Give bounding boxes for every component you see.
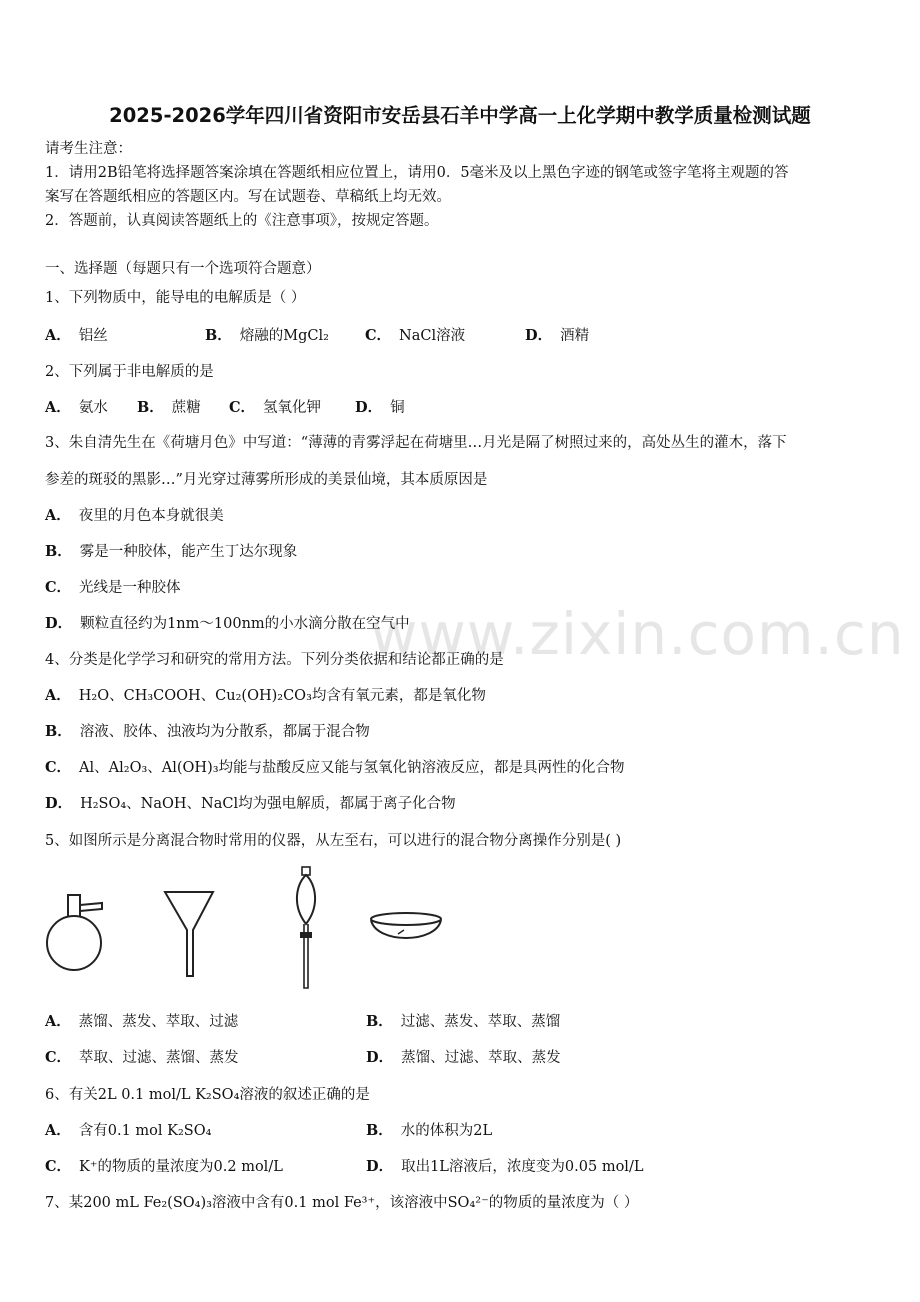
option-text: 含有0.1 mol K₂SO₄ bbox=[78, 1123, 212, 1139]
option-letter: A． bbox=[45, 1013, 71, 1030]
option-letter: B． bbox=[366, 1122, 393, 1139]
separatory-funnel-icon bbox=[288, 866, 324, 990]
option-letter: B． bbox=[45, 723, 72, 740]
q6-option-a[interactable] bbox=[45, 1121, 211, 1141]
notice-line-3: 2．答题前，认真阅读答题纸上的《注意事项》，按规定答题。 bbox=[45, 213, 439, 229]
q5-option-d[interactable] bbox=[366, 1048, 561, 1068]
q1-option-c[interactable] bbox=[365, 326, 465, 346]
page-title: 2025-2026学年四川省资阳市安岳县石羊中学高一上化学期中教学质量检测试题 bbox=[109, 104, 811, 127]
option-text: 蒸馏、蒸发、萃取、过滤 bbox=[78, 1014, 239, 1030]
option-text: 萃取、过滤、蒸馏、蒸发 bbox=[79, 1050, 239, 1066]
question-7-stem: 7、某200 mL Fe₂(SO₄)₃溶液中含有0.1 mol Fe³⁺，该溶液中SO₄²⁻的物质的量浓度为（ ） bbox=[45, 1195, 639, 1211]
section-heading: 一、选择题（每题只有一个选项符合题意） bbox=[45, 261, 321, 277]
option-text: K⁺的物质的量浓度为0.2 mol/L bbox=[79, 1159, 283, 1175]
notice-heading: 请考生注意： bbox=[45, 141, 132, 157]
q4-option-a[interactable] bbox=[45, 686, 486, 706]
q4-option-d[interactable] bbox=[45, 794, 456, 814]
distillation-flask-icon bbox=[44, 893, 106, 973]
q6-option-d[interactable] bbox=[366, 1157, 643, 1177]
option-text: 铝丝 bbox=[78, 328, 108, 344]
option-text: 氢氧化钾 bbox=[263, 400, 322, 416]
option-letter: D． bbox=[366, 1049, 394, 1066]
option-letter: C． bbox=[229, 399, 256, 416]
option-text: 蒸馏、过滤、萃取、蒸发 bbox=[401, 1050, 561, 1066]
q3-option-d[interactable] bbox=[45, 614, 410, 634]
option-text: 夜里的月色本身就很美 bbox=[78, 508, 224, 524]
option-text: 溶液、胶体、浊液均为分散系，都属于混合物 bbox=[79, 724, 370, 740]
option-text: 光线是一种胶体 bbox=[79, 580, 181, 596]
option-text: 过滤、蒸发、萃取、蒸馏 bbox=[400, 1014, 561, 1030]
q1-option-a[interactable] bbox=[45, 326, 108, 346]
question-4-stem: 4、分类是化学学习和研究的常用方法。下列分类依据和结论都正确的是 bbox=[45, 652, 504, 668]
option-text: H₂SO₄、NaOH、NaCl均为强电解质，都属于离子化合物 bbox=[80, 796, 456, 812]
option-text: NaCl溶液 bbox=[399, 328, 466, 344]
q3-option-b[interactable] bbox=[45, 542, 297, 562]
option-letter: D． bbox=[355, 399, 383, 416]
option-letter: D． bbox=[45, 615, 73, 632]
q1-option-b[interactable] bbox=[205, 326, 329, 346]
option-letter: A． bbox=[45, 687, 71, 704]
q6-option-b[interactable] bbox=[366, 1121, 492, 1141]
option-letter: D． bbox=[366, 1158, 394, 1175]
option-letter: A． bbox=[45, 1122, 71, 1139]
question-3-stem-line-1: 3、朱自清先生在《荷塘月色》中写道：“薄薄的青雾浮起在荷塘里…月光是隔了树照过来的，高处丛生的灌木，落下 bbox=[45, 435, 787, 451]
q2-option-a[interactable] bbox=[45, 398, 108, 418]
question-6-stem: 6、有关2L 0.1 mol/L K₂SO₄溶液的叙述正确的是 bbox=[45, 1087, 370, 1103]
notice-line-1: 1．请用2B铅笔将选择题答案涂填在答题纸相应位置上，请用0．5毫米及以上黑色字迹的钢笔或签字笔将主观题的答 bbox=[45, 165, 789, 181]
option-letter: B． bbox=[45, 543, 72, 560]
notice-line-2: 案写在答题纸相应的答题区内。写在试题卷、草稿纸上均无效。 bbox=[45, 189, 451, 205]
option-letter: A． bbox=[45, 399, 71, 416]
option-letter: A． bbox=[45, 507, 71, 524]
q2-option-d[interactable] bbox=[355, 398, 405, 418]
q5-option-b[interactable] bbox=[366, 1012, 560, 1032]
option-text: 水的体积为2L bbox=[400, 1123, 493, 1139]
option-text: 酒精 bbox=[560, 328, 590, 344]
option-letter: C． bbox=[45, 759, 72, 776]
option-letter: C． bbox=[45, 1158, 72, 1175]
question-5-stem: 5、如图所示是分离混合物时常用的仪器，从左至右，可以进行的混合物分离操作分别是( ) bbox=[45, 833, 622, 849]
q2-option-c[interactable] bbox=[229, 398, 321, 418]
question-2-stem: 2、下列属于非电解质的是 bbox=[45, 364, 214, 380]
watermark: www.zixin.com.cn bbox=[370, 600, 905, 668]
option-letter: B． bbox=[137, 399, 164, 416]
option-text: Al、Al₂O₃、Al(OH)₃均能与盐酸反应又能与氢氧化钠溶液反应，都是具两性的化合物 bbox=[79, 760, 625, 776]
q2-option-b[interactable] bbox=[137, 398, 201, 418]
option-letter: B． bbox=[366, 1013, 393, 1030]
option-text: 颗粒直径约为1nm～100nm的小水滴分散在空气中 bbox=[80, 616, 410, 632]
option-letter: A． bbox=[45, 327, 71, 344]
q4-option-c[interactable] bbox=[45, 758, 625, 778]
q3-option-c[interactable] bbox=[45, 578, 181, 598]
option-letter: D． bbox=[525, 327, 553, 344]
option-text: 取出1L溶液后，浓度变为0.05 mol/L bbox=[401, 1159, 644, 1175]
option-letter: D． bbox=[45, 795, 73, 812]
option-letter: C． bbox=[365, 327, 392, 344]
q5-option-c[interactable] bbox=[45, 1048, 239, 1068]
option-text: 雾是一种胶体，能产生丁达尔现象 bbox=[79, 544, 298, 560]
funnel-icon bbox=[163, 890, 215, 978]
option-text: 铜 bbox=[390, 400, 405, 416]
option-text: 熔融的MgCl₂ bbox=[239, 328, 329, 344]
option-letter: C． bbox=[45, 579, 72, 596]
question-1-stem: 1、下列物质中，能导电的电解质是（ ） bbox=[45, 290, 306, 306]
option-text: H₂O、CH₃COOH、Cu₂(OH)₂CO₃均含有氧元素，都是氧化物 bbox=[78, 688, 486, 704]
option-text: 氨水 bbox=[78, 400, 108, 416]
q5-option-a[interactable] bbox=[45, 1012, 238, 1032]
question-3-stem-line-2: 参差的斑驳的黑影…”月光穿过薄雾所形成的美景仙境，其本质原因是 bbox=[45, 472, 488, 488]
q3-option-a[interactable] bbox=[45, 506, 224, 526]
evaporating-dish-icon bbox=[368, 910, 446, 954]
q1-option-d[interactable] bbox=[525, 326, 589, 346]
option-letter: C． bbox=[45, 1049, 72, 1066]
q4-option-b[interactable] bbox=[45, 722, 370, 742]
option-text: 蔗糖 bbox=[171, 400, 201, 416]
option-letter: B． bbox=[205, 327, 232, 344]
q6-option-c[interactable] bbox=[45, 1157, 283, 1177]
